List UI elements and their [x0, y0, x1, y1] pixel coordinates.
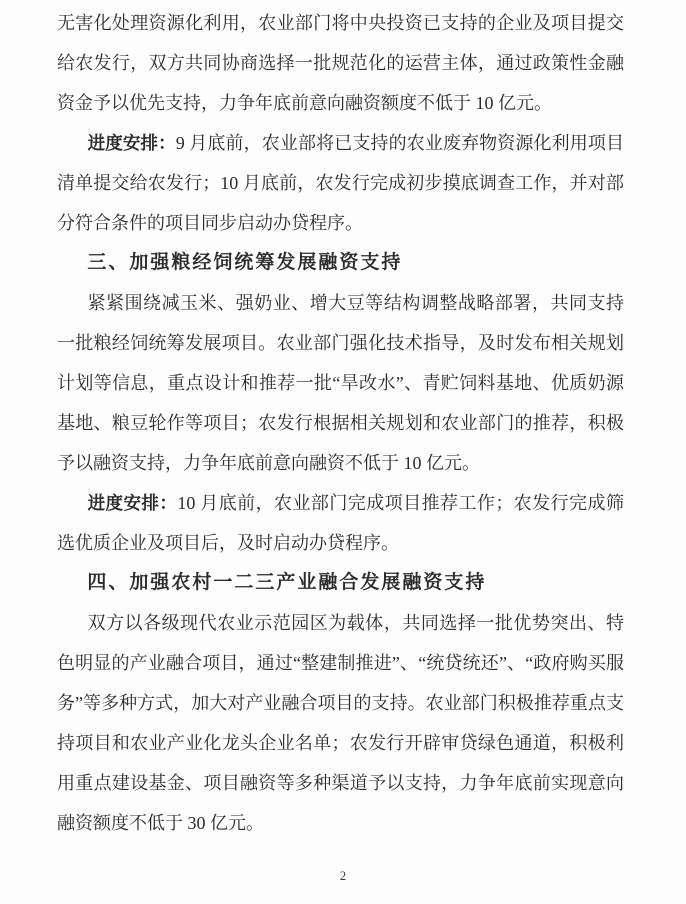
paragraph-schedule-1 [57, 123, 624, 243]
section-heading-3: 三、加强粮经饲统筹发展融资支持 [87, 252, 403, 273]
paragraph-section-4: 双方以各级现代农业示范园区为载体，共同选择一批优势突出、特色明显的产业融合项目，通过“整建制推进”、“统贷统还”、“政府购买服务”等多种方式，加大对产业融合项目的支持。农业部门积极推荐重点支持项目和农业产业化龙头企业名单；农发行开辟审贷绿色通道，积极利用重点建设基金、项目融资等多种渠道予以支持，力争年底前实现意向融资额度不低于 30 亿元。 [57, 613, 624, 833]
schedule-1-label: 进度安排： [87, 133, 176, 153]
paragraph-continuation: 无害化处理资源化利用，农业部门将中央投资已支持的企业及项目提交给农发行，双方共同协商选择一批规范化的运营主体，通过政策性金融资金予以优先支持，力争年底前意向融资额度不低于 10 亿元。 [57, 13, 624, 113]
paragraph-schedule-2 [57, 483, 624, 563]
paragraph-section-3: 紧紧围绕减玉米、强奶业、增大豆等结构调整战略部署，共同支持一批粮经饲统筹发展项目。农业部门强化技术指导，及时发布相关规划计划等信息，重点设计和推荐一批“旱改水”、青贮饲料基地、优质奶源基地、粮豆轮作等项目；农发行根据相关规划和农业部门的推荐，积极予以融资支持，力争年底前意向融资不低于 10 亿元。 [57, 293, 624, 473]
schedule-2-text: 10 月底前，农业部门完成项目推荐工作；农发行完成筛选优质企业及项目后，及时启动办贷程序。 [57, 493, 625, 553]
schedule-1-text: 9 月底前，农业部将已支持的农业废弃物资源化利用项目清单提交给农发行；10 月底前，农发行完成初步摸底调查工作，并对部分符合条件的项目同步启动办贷程序。 [57, 133, 625, 233]
schedule-2-label: 进度安排： [87, 493, 178, 513]
page-number: 2 [339, 868, 347, 883]
section-heading-4: 四、加强农村一二三产业融合发展融资支持 [87, 572, 487, 593]
document-body [57, 3, 624, 843]
